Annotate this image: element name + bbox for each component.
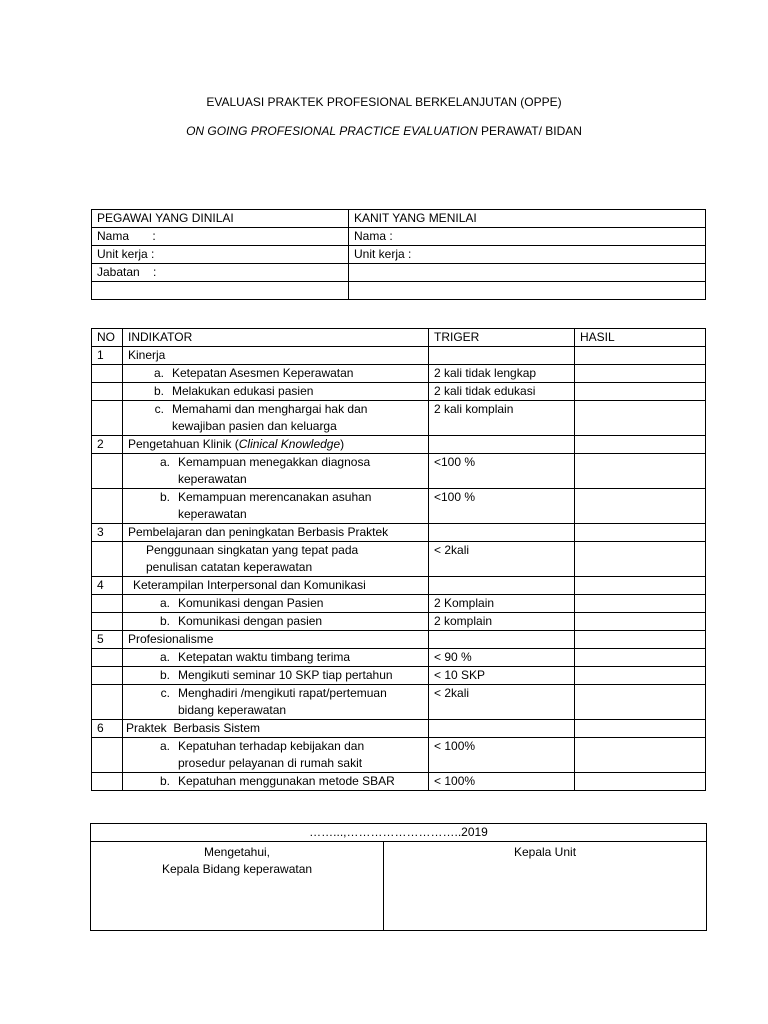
table-row xyxy=(92,489,706,524)
document-subtitle xyxy=(0,123,768,139)
indicator-text: Melakukan edukasi pasien xyxy=(172,384,314,398)
hasil-cell[interactable] xyxy=(575,613,706,631)
kanit-nama[interactable]: Nama : xyxy=(349,228,706,246)
employee-table xyxy=(91,209,706,300)
no-cell xyxy=(92,595,123,613)
pegawai-empty-cell[interactable] xyxy=(92,282,349,300)
no-cell xyxy=(92,685,123,720)
table-row xyxy=(92,685,706,720)
hasil-cell[interactable] xyxy=(575,489,706,524)
table-row xyxy=(91,824,707,842)
table-header-row xyxy=(92,329,706,347)
document-title: EVALUASI PRAKTEK PROFESIONAL BERKELANJUTAN (OPPE) xyxy=(206,95,562,109)
signature-table xyxy=(90,823,707,931)
indicator-cell xyxy=(123,685,429,720)
triger-cell xyxy=(429,631,575,649)
indicator-text: Kemampuan menegakkan diagnosa keperawatan xyxy=(178,455,371,486)
table-row xyxy=(92,542,706,577)
signature-right-line1: Kepala Unit xyxy=(513,845,577,859)
section-title: Pembelajaran dan peningkatan Berbasis Praktek xyxy=(123,524,429,542)
subtitle-italic: ON GOING PROFESIONAL PRACTICE EVALUATION xyxy=(186,124,478,138)
no-cell xyxy=(92,649,123,667)
hasil-cell[interactable] xyxy=(575,631,706,649)
table-row xyxy=(92,773,706,791)
no-cell xyxy=(92,738,123,773)
no-cell xyxy=(92,489,123,524)
no-cell xyxy=(92,773,123,791)
triger-cell: 2 kali tidak edukasi xyxy=(429,383,575,401)
no-cell xyxy=(92,383,123,401)
hasil-cell[interactable] xyxy=(575,436,706,454)
item-marker: b. xyxy=(159,490,170,504)
hasil-cell[interactable] xyxy=(575,524,706,542)
indicator-cell xyxy=(123,383,429,401)
triger-cell: <100 % xyxy=(429,489,575,524)
indicator-cell xyxy=(123,773,429,791)
pegawai-nama[interactable]: Nama : xyxy=(92,228,349,246)
header-indikator: INDIKATOR xyxy=(123,329,429,347)
hasil-cell[interactable] xyxy=(575,401,706,436)
indicator-cell xyxy=(123,649,429,667)
triger-cell xyxy=(429,720,575,738)
item-marker: a. xyxy=(159,455,170,469)
indicator-text: Penggunaan singkatan yang tepat pada penulisan catatan keperawatan xyxy=(146,543,359,574)
kanit-empty-cell[interactable] xyxy=(349,282,706,300)
table-row xyxy=(92,246,706,264)
no-cell xyxy=(92,365,123,383)
table-row xyxy=(92,228,706,246)
section-row xyxy=(92,436,706,454)
hasil-cell[interactable] xyxy=(575,347,706,365)
table-row xyxy=(92,365,706,383)
section-title-text: Pengetahuan Klinik ( xyxy=(128,437,239,451)
no-cell xyxy=(92,542,123,577)
indicator-cell xyxy=(123,613,429,631)
triger-cell: <100 % xyxy=(429,454,575,489)
table-row xyxy=(92,264,706,282)
table-row xyxy=(92,738,706,773)
hasil-cell[interactable] xyxy=(575,649,706,667)
table-row xyxy=(92,613,706,631)
col-header-kanit: KANIT YANG MENILAI xyxy=(349,210,706,228)
table-row xyxy=(91,842,707,931)
section-row xyxy=(92,347,706,365)
indicator-text: Ketepatan Asesmen Keperawatan xyxy=(172,366,354,380)
section-row xyxy=(92,720,706,738)
indicator-text: Memahami dan menghargai hak dan kewajiban pasien dan keluarga xyxy=(172,402,368,433)
triger-cell xyxy=(429,347,575,365)
table-row xyxy=(92,649,706,667)
triger-cell: 2 kali tidak lengkap xyxy=(429,365,575,383)
kanit-empty-cell[interactable] xyxy=(349,264,706,282)
subtitle-rest: PERAWAT/ BIDAN xyxy=(477,124,582,138)
indicator-cell xyxy=(123,454,429,489)
section-title: Profesionalisme xyxy=(123,631,429,649)
triger-cell: < 90 % xyxy=(429,649,575,667)
indicator-text: Menghadiri /mengikuti rapat/pertemuan bidang keperawatan xyxy=(178,686,387,717)
col-header-pegawai: PEGAWAI YANG DINILAI xyxy=(92,210,349,228)
indicator-cell xyxy=(123,738,429,773)
item-marker: a. xyxy=(159,650,170,664)
indicator-text: Komunikasi dengan pasien xyxy=(178,614,323,628)
indicator-text: Kepatuhan terhadap kebijakan dan prosedur pelayanan di rumah sakit xyxy=(178,739,365,770)
item-marker: b. xyxy=(153,384,164,398)
pegawai-jabatan[interactable]: Jabatan : xyxy=(92,264,349,282)
section-title-italic: Clinical Knowledge xyxy=(238,437,341,451)
table-row xyxy=(92,667,706,685)
table-row xyxy=(92,383,706,401)
table-row xyxy=(92,454,706,489)
hasil-cell[interactable] xyxy=(575,542,706,577)
section-title: Keterampilan Interpersonal dan Komunikasi xyxy=(123,577,429,595)
section-number: 5 xyxy=(92,631,123,649)
item-marker: b. xyxy=(159,668,170,682)
hasil-cell[interactable] xyxy=(575,738,706,773)
table-row xyxy=(92,401,706,436)
table-row xyxy=(92,595,706,613)
table-row xyxy=(92,210,706,228)
signature-right[interactable] xyxy=(384,842,707,931)
triger-cell: < 2kali xyxy=(429,542,575,577)
item-marker: a. xyxy=(159,596,170,610)
no-cell xyxy=(92,613,123,631)
no-cell xyxy=(92,667,123,685)
section-title-text: ) xyxy=(340,437,345,451)
triger-cell: < 2kali xyxy=(429,685,575,720)
no-cell xyxy=(92,401,123,436)
indicator-cell xyxy=(123,365,429,383)
item-marker: b. xyxy=(159,614,170,628)
table-row xyxy=(92,282,706,300)
item-marker: b. xyxy=(159,774,170,788)
header-no: NO xyxy=(92,329,123,347)
no-cell xyxy=(92,454,123,489)
indicator-text: Ketepatan waktu timbang terima xyxy=(178,650,351,664)
triger-cell: < 100% xyxy=(429,738,575,773)
hasil-cell[interactable] xyxy=(575,383,706,401)
indicator-text: Mengikuti seminar 10 SKP tiap pertahun xyxy=(178,668,393,682)
hasil-cell[interactable] xyxy=(575,685,706,720)
pegawai-unit-kerja[interactable]: Unit kerja : xyxy=(92,246,349,264)
section-row xyxy=(92,577,706,595)
section-number: 4 xyxy=(92,577,123,595)
indicator-cell xyxy=(123,667,429,685)
hasil-cell[interactable] xyxy=(575,667,706,685)
section-number: 6 xyxy=(92,720,123,738)
indicator-cell xyxy=(123,489,429,524)
hasil-cell[interactable] xyxy=(575,365,706,383)
triger-cell: 2 Komplain xyxy=(429,595,575,613)
section-title: Kinerja xyxy=(123,347,429,365)
indicator-text: Komunikasi dengan Pasien xyxy=(178,596,324,610)
kanit-unit-kerja[interactable]: Unit kerja : xyxy=(349,246,706,264)
item-marker: a. xyxy=(159,739,170,753)
header-triger: TRIGER xyxy=(429,329,575,347)
triger-cell: < 100% xyxy=(429,773,575,791)
hasil-cell[interactable] xyxy=(575,720,706,738)
date-line[interactable]: ……...,………………………..2019 xyxy=(91,824,707,842)
indicator-cell xyxy=(123,595,429,613)
hasil-cell[interactable] xyxy=(575,773,706,791)
item-marker: c. xyxy=(160,686,170,700)
section-number: 1 xyxy=(92,347,123,365)
hasil-cell[interactable] xyxy=(575,577,706,595)
triger-cell xyxy=(429,436,575,454)
indicator-text: Kepatuhan menggunakan metode SBAR xyxy=(178,774,395,788)
indicator-cell xyxy=(123,542,429,577)
item-marker: c. xyxy=(154,402,164,416)
section-row xyxy=(92,631,706,649)
header-hasil: HASIL xyxy=(575,329,706,347)
triger-cell: 2 kali komplain xyxy=(429,401,575,436)
indicator-text: Kemampuan merencanakan asuhan keperawatan xyxy=(178,490,372,521)
signature-left[interactable] xyxy=(91,842,384,931)
section-number: 2 xyxy=(92,436,123,454)
section-title xyxy=(123,436,429,454)
triger-cell xyxy=(429,524,575,542)
indicator-cell xyxy=(123,401,429,436)
triger-cell: 2 komplain xyxy=(429,613,575,631)
triger-cell xyxy=(429,577,575,595)
signature-left-line2: Kepala Bidang keperawatan xyxy=(161,862,313,876)
hasil-cell[interactable] xyxy=(575,454,706,489)
item-marker: a. xyxy=(153,366,164,380)
section-title: Praktek Berbasis Sistem xyxy=(123,720,429,738)
section-row xyxy=(92,524,706,542)
triger-cell: < 10 SKP xyxy=(429,667,575,685)
hasil-cell[interactable] xyxy=(575,595,706,613)
indicator-table xyxy=(91,328,706,791)
signature-left-line1: Mengetahui, xyxy=(203,845,271,859)
section-number: 3 xyxy=(92,524,123,542)
